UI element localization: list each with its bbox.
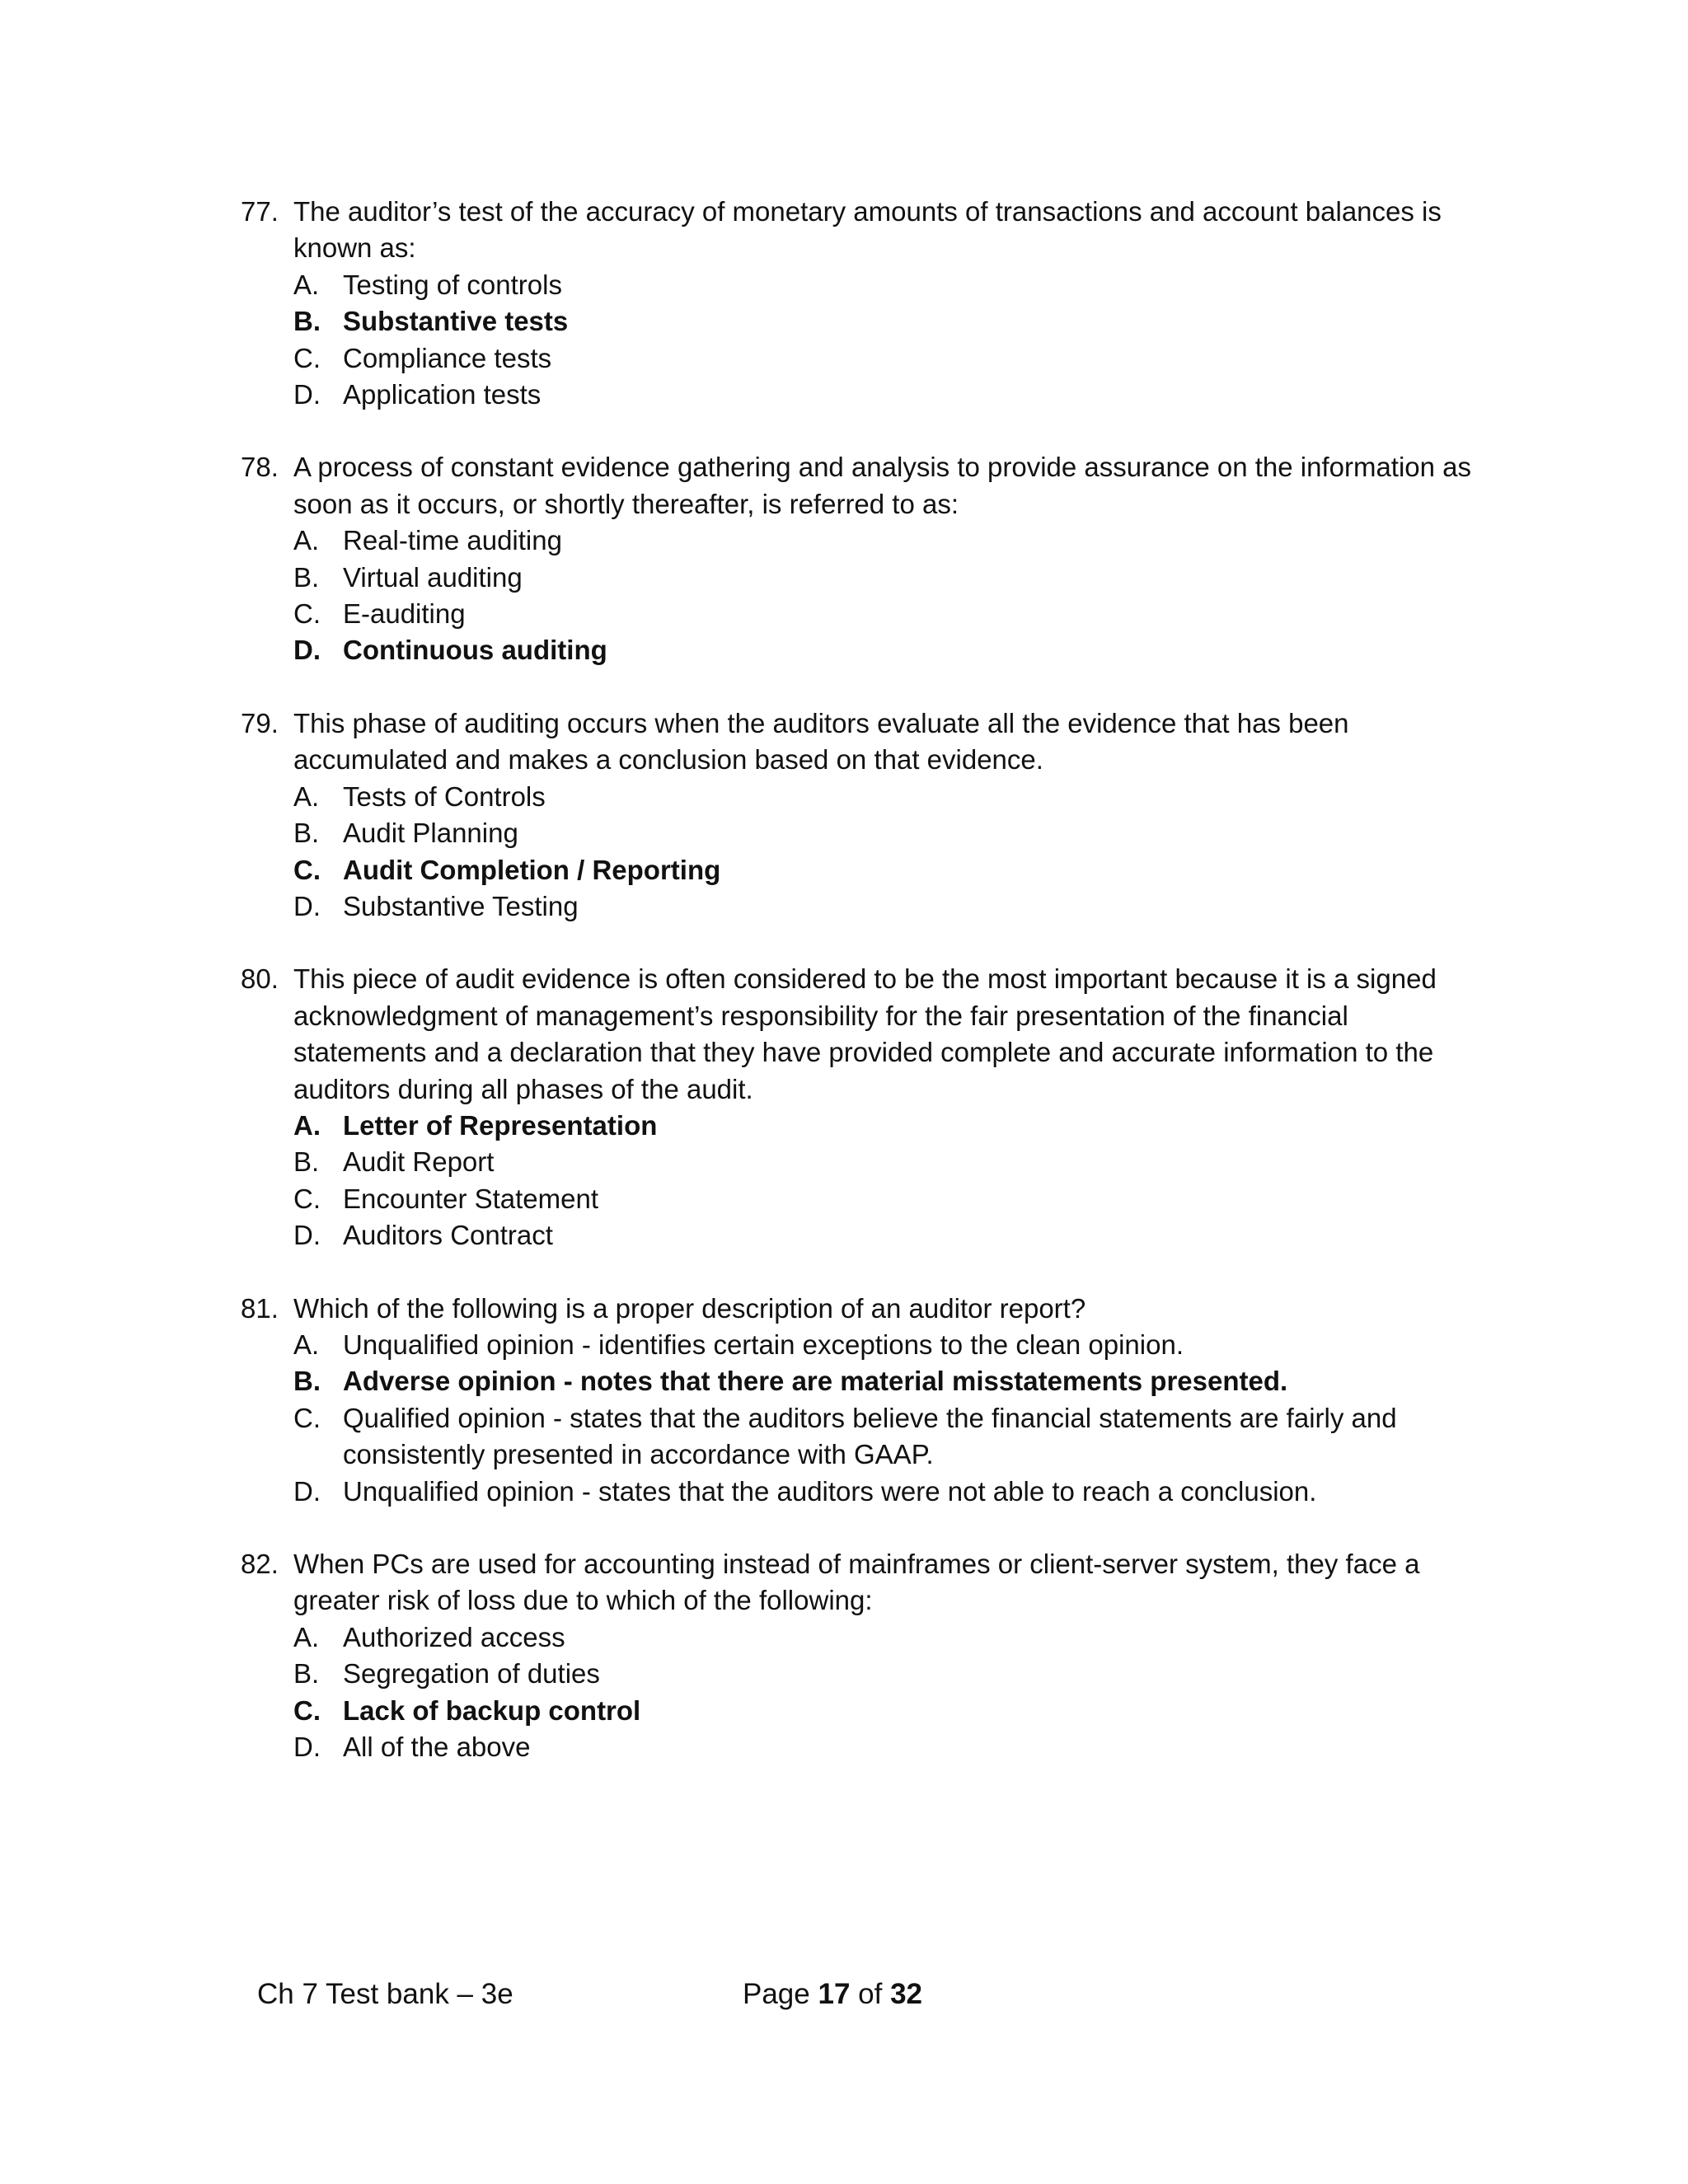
option-text: Audit Planning: [343, 818, 518, 849]
option-letter: C.: [293, 854, 321, 885]
option-a: [293, 779, 1493, 815]
option-d-correct: [293, 632, 1493, 668]
option-b-correct: [293, 1363, 1493, 1399]
option-letter: A.: [293, 1109, 321, 1141]
option-text: Adverse opinion - notes that there are material misstatements presented.: [343, 1366, 1288, 1397]
option-a: [293, 267, 1493, 303]
option-list: [293, 523, 1493, 669]
option-letter: A.: [293, 1621, 320, 1652]
option-b: [293, 815, 1493, 851]
question-79: [241, 705, 1493, 925]
option-text: All of the above: [343, 1732, 531, 1763]
option-a: [293, 523, 1493, 559]
option-text: Audit Report: [343, 1146, 495, 1178]
question-81: [241, 1291, 1493, 1510]
option-text: Testing of controls: [343, 269, 562, 300]
option-letter: B.: [293, 818, 320, 849]
option-letter: B.: [293, 1366, 321, 1397]
question-82: [241, 1546, 1493, 1765]
question-77: [241, 194, 1493, 413]
option-a: [293, 1619, 1493, 1656]
option-letter: D.: [293, 1220, 321, 1251]
option-letter: C.: [293, 1694, 321, 1726]
option-letter: B.: [293, 561, 320, 593]
question-text: This phase of auditing occurs when the auditors evaluate all the evidence that has been accumulated and makes a conclusion based on that evidence.: [293, 707, 1349, 776]
option-text: Segregation of duties: [343, 1658, 600, 1690]
footer-document-title: Ch 7 Test bank – 3e: [257, 1978, 513, 2010]
option-text: Substantive tests: [343, 306, 569, 337]
option-d: [293, 1474, 1493, 1510]
option-letter: D.: [293, 1475, 321, 1507]
question-number: 82.: [241, 1549, 279, 1579]
option-text: Virtual auditing: [343, 561, 523, 593]
page-of: of: [858, 1978, 883, 2010]
footer-page-number: [743, 1976, 922, 2013]
option-letter: D.: [293, 379, 321, 410]
option-letter: B.: [293, 1146, 320, 1178]
option-letter: A.: [293, 1329, 320, 1360]
question-text: A process of constant evidence gathering and analysis to provide assurance on the information as soon as it occurs, or shortly thereafter, is referred to as:: [293, 452, 1472, 519]
option-letter: C.: [293, 1402, 321, 1433]
option-a: [293, 1327, 1493, 1363]
option-c: [293, 340, 1493, 377]
option-c-correct: [293, 1693, 1493, 1729]
question-text: This piece of audit evidence is often considered to be the most important because it is a signed acknowledgment of management’s responsibility for the fair presentation of the financial statements and a declaration that they have provided complete and accurate information to the auditors during all phases of the audit.: [293, 963, 1437, 1104]
option-letter: C.: [293, 1183, 321, 1214]
page-total: 32: [890, 1978, 923, 2010]
option-letter: C.: [293, 342, 321, 373]
page-prefix: Page: [743, 1978, 810, 2010]
question-number: 81.: [241, 1292, 279, 1324]
option-letter: A.: [293, 525, 320, 556]
option-text: Authorized access: [343, 1621, 565, 1652]
option-b: [293, 1656, 1493, 1692]
option-list: [293, 1327, 1493, 1510]
option-b: [293, 560, 1493, 596]
question-80: [241, 961, 1493, 1254]
question-78: [241, 449, 1493, 668]
option-text: Application tests: [343, 379, 542, 410]
question-number: 78.: [241, 452, 279, 483]
option-list: [293, 267, 1493, 414]
option-text: Compliance tests: [343, 342, 552, 373]
option-letter: D.: [293, 890, 321, 921]
option-text: Substantive Testing: [343, 890, 579, 921]
option-letter: C.: [293, 598, 321, 630]
option-b-correct: [293, 303, 1493, 340]
question-number: 80.: [241, 963, 279, 995]
option-d: [293, 1217, 1493, 1254]
question-number: 77.: [241, 196, 279, 227]
option-c: [293, 1181, 1493, 1217]
question-number: 79.: [241, 707, 279, 738]
option-text: Audit Completion / Reporting: [343, 854, 721, 885]
option-text: Encounter Statement: [343, 1183, 599, 1214]
option-c: [293, 1400, 1493, 1474]
option-d: [293, 888, 1493, 925]
option-b: [293, 1144, 1493, 1180]
option-text: Unqualified opinion - identifies certain exceptions to the clean opinion.: [343, 1329, 1184, 1360]
question-text: The auditor’s test of the accuracy of monetary amounts of transactions and account balances is known as:: [293, 196, 1442, 264]
option-list: [293, 1108, 1493, 1254]
option-text: Qualified opinion - states that the auditors believe the financial statements are fairly and consistently presented in accordance with GAAP.: [343, 1402, 1397, 1470]
option-letter: A.: [293, 780, 320, 812]
option-letter: B.: [293, 1658, 320, 1690]
option-letter: A.: [293, 269, 320, 300]
question-text: Which of the following is a proper description of an auditor report?: [293, 1292, 1086, 1324]
option-letter: D.: [293, 1732, 321, 1763]
option-d: [293, 1729, 1493, 1765]
question-list: [241, 194, 1493, 1802]
page-current: 17: [818, 1978, 851, 2010]
option-list: [293, 779, 1493, 926]
question-text: When PCs are used for accounting instead of mainframes or client-server system, they face a greater risk of loss due to which of the following:: [293, 1549, 1420, 1616]
option-d: [293, 377, 1493, 413]
option-c: [293, 596, 1493, 632]
option-text: Letter of Representation: [343, 1109, 658, 1141]
option-text: Continuous auditing: [343, 635, 607, 666]
option-c-correct: [293, 852, 1493, 888]
option-text: Tests of Controls: [343, 780, 546, 812]
option-text: Auditors Contract: [343, 1220, 553, 1251]
option-letter: D.: [293, 635, 321, 666]
option-text: Unqualified opinion - states that the auditors were not able to reach a conclusion.: [343, 1475, 1317, 1507]
option-letter: B.: [293, 306, 321, 337]
option-list: [293, 1619, 1493, 1766]
option-text: Lack of backup control: [343, 1694, 641, 1726]
option-text: Real-time auditing: [343, 525, 562, 556]
option-text: E-auditing: [343, 598, 466, 630]
option-a-correct: [293, 1108, 1493, 1144]
